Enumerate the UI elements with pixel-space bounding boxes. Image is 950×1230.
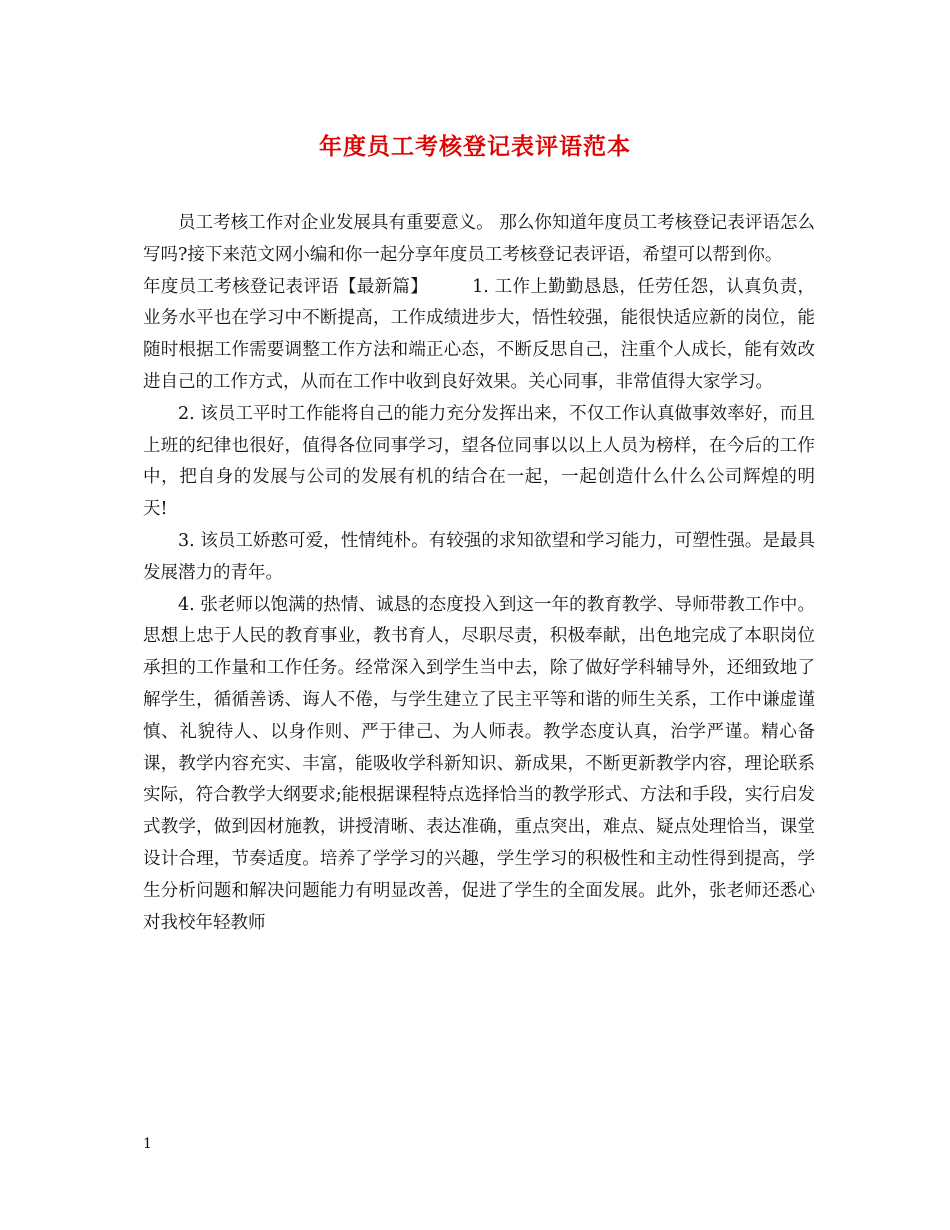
document-body	[143, 208, 815, 939]
intro-paragraph: 员工考核工作对企业发展具有重要意义。 那么你知道年度员工考核登记表评语怎么写吗?接下来范文网小编和你一起分享年度员工考核登记表评语，希望可以帮到你。	[143, 213, 815, 265]
heading-and-item-1	[143, 272, 815, 399]
item-3: 3. 该员工娇憨可爱，性情纯朴。有较强的求知欲望和学习能力，可塑性强。是最具发展潜力的青年。	[143, 530, 815, 583]
item-1: 1. 工作上勤勤恳恳，任劳任怨，认真负责，业务水平也在学习中不断提高，工作成绩进步大，悟性较强，能很快适应新的岗位，能随时根据工作需要调整工作方法和端正心态，不断反思自己，注重个人成长，能有效改进自己的工作方式，从而在工作中收到良好效果。关心同事，非常值得大家学习。	[143, 276, 816, 392]
item-4: 4. 张老师以饱满的热情、诚恳的态度投入到这一年的教育教学、导师带教工作中。思想上忠于人民的教育事业，教书育人，尽职尽责，积极奉献，出色地完成了本职岗位承担的工作量和工作任务。经常深入到学生当中去，除了做好学科辅导外，还细致地了解学生，循循善诱、诲人不倦，与学生建立了民主平等和谐的师生关系，工作中谦虚谨慎、礼貌待人、以身作则、严于律己、为人师表。教学态度认真，治学严谨。精心备课，教学内容充实、丰富，能吸收学科新知识、新成果，不断更新教学内容，理论联系实际，符合教学大纲要求;能根据课程特点选择恰当的教学形式、方法和手段，实行启发式教学，做到因材施教，讲授清晰、表达准确，重点突出，难点、疑点处理恰当，课堂设计合理，节奏适度。培养了学学习的兴趣，学生学习的积极性和主动性得到提高，学生分析问题和解决问题能力有明显改善，促进了学生的全面发展。此外，张老师还悉心对我校年轻教师	[143, 594, 815, 933]
page-number: 1	[143, 1136, 152, 1152]
item-2: 2. 该员工平时工作能将自己的能力充分发挥出来，不仅工作认真做事效率好，而且上班的纪律也很好，值得各位同事学习，望各位同事以以上人员为榜样，在今后的工作中，把自身的发展与公司的发展有机的结合在一起，一起创造什么什么公司辉煌的明天!	[143, 403, 815, 520]
section-heading: 年度员工考核登记表评语【最新篇】	[143, 276, 429, 297]
document-title: 年度员工考核登记表评语范本	[319, 133, 631, 160]
